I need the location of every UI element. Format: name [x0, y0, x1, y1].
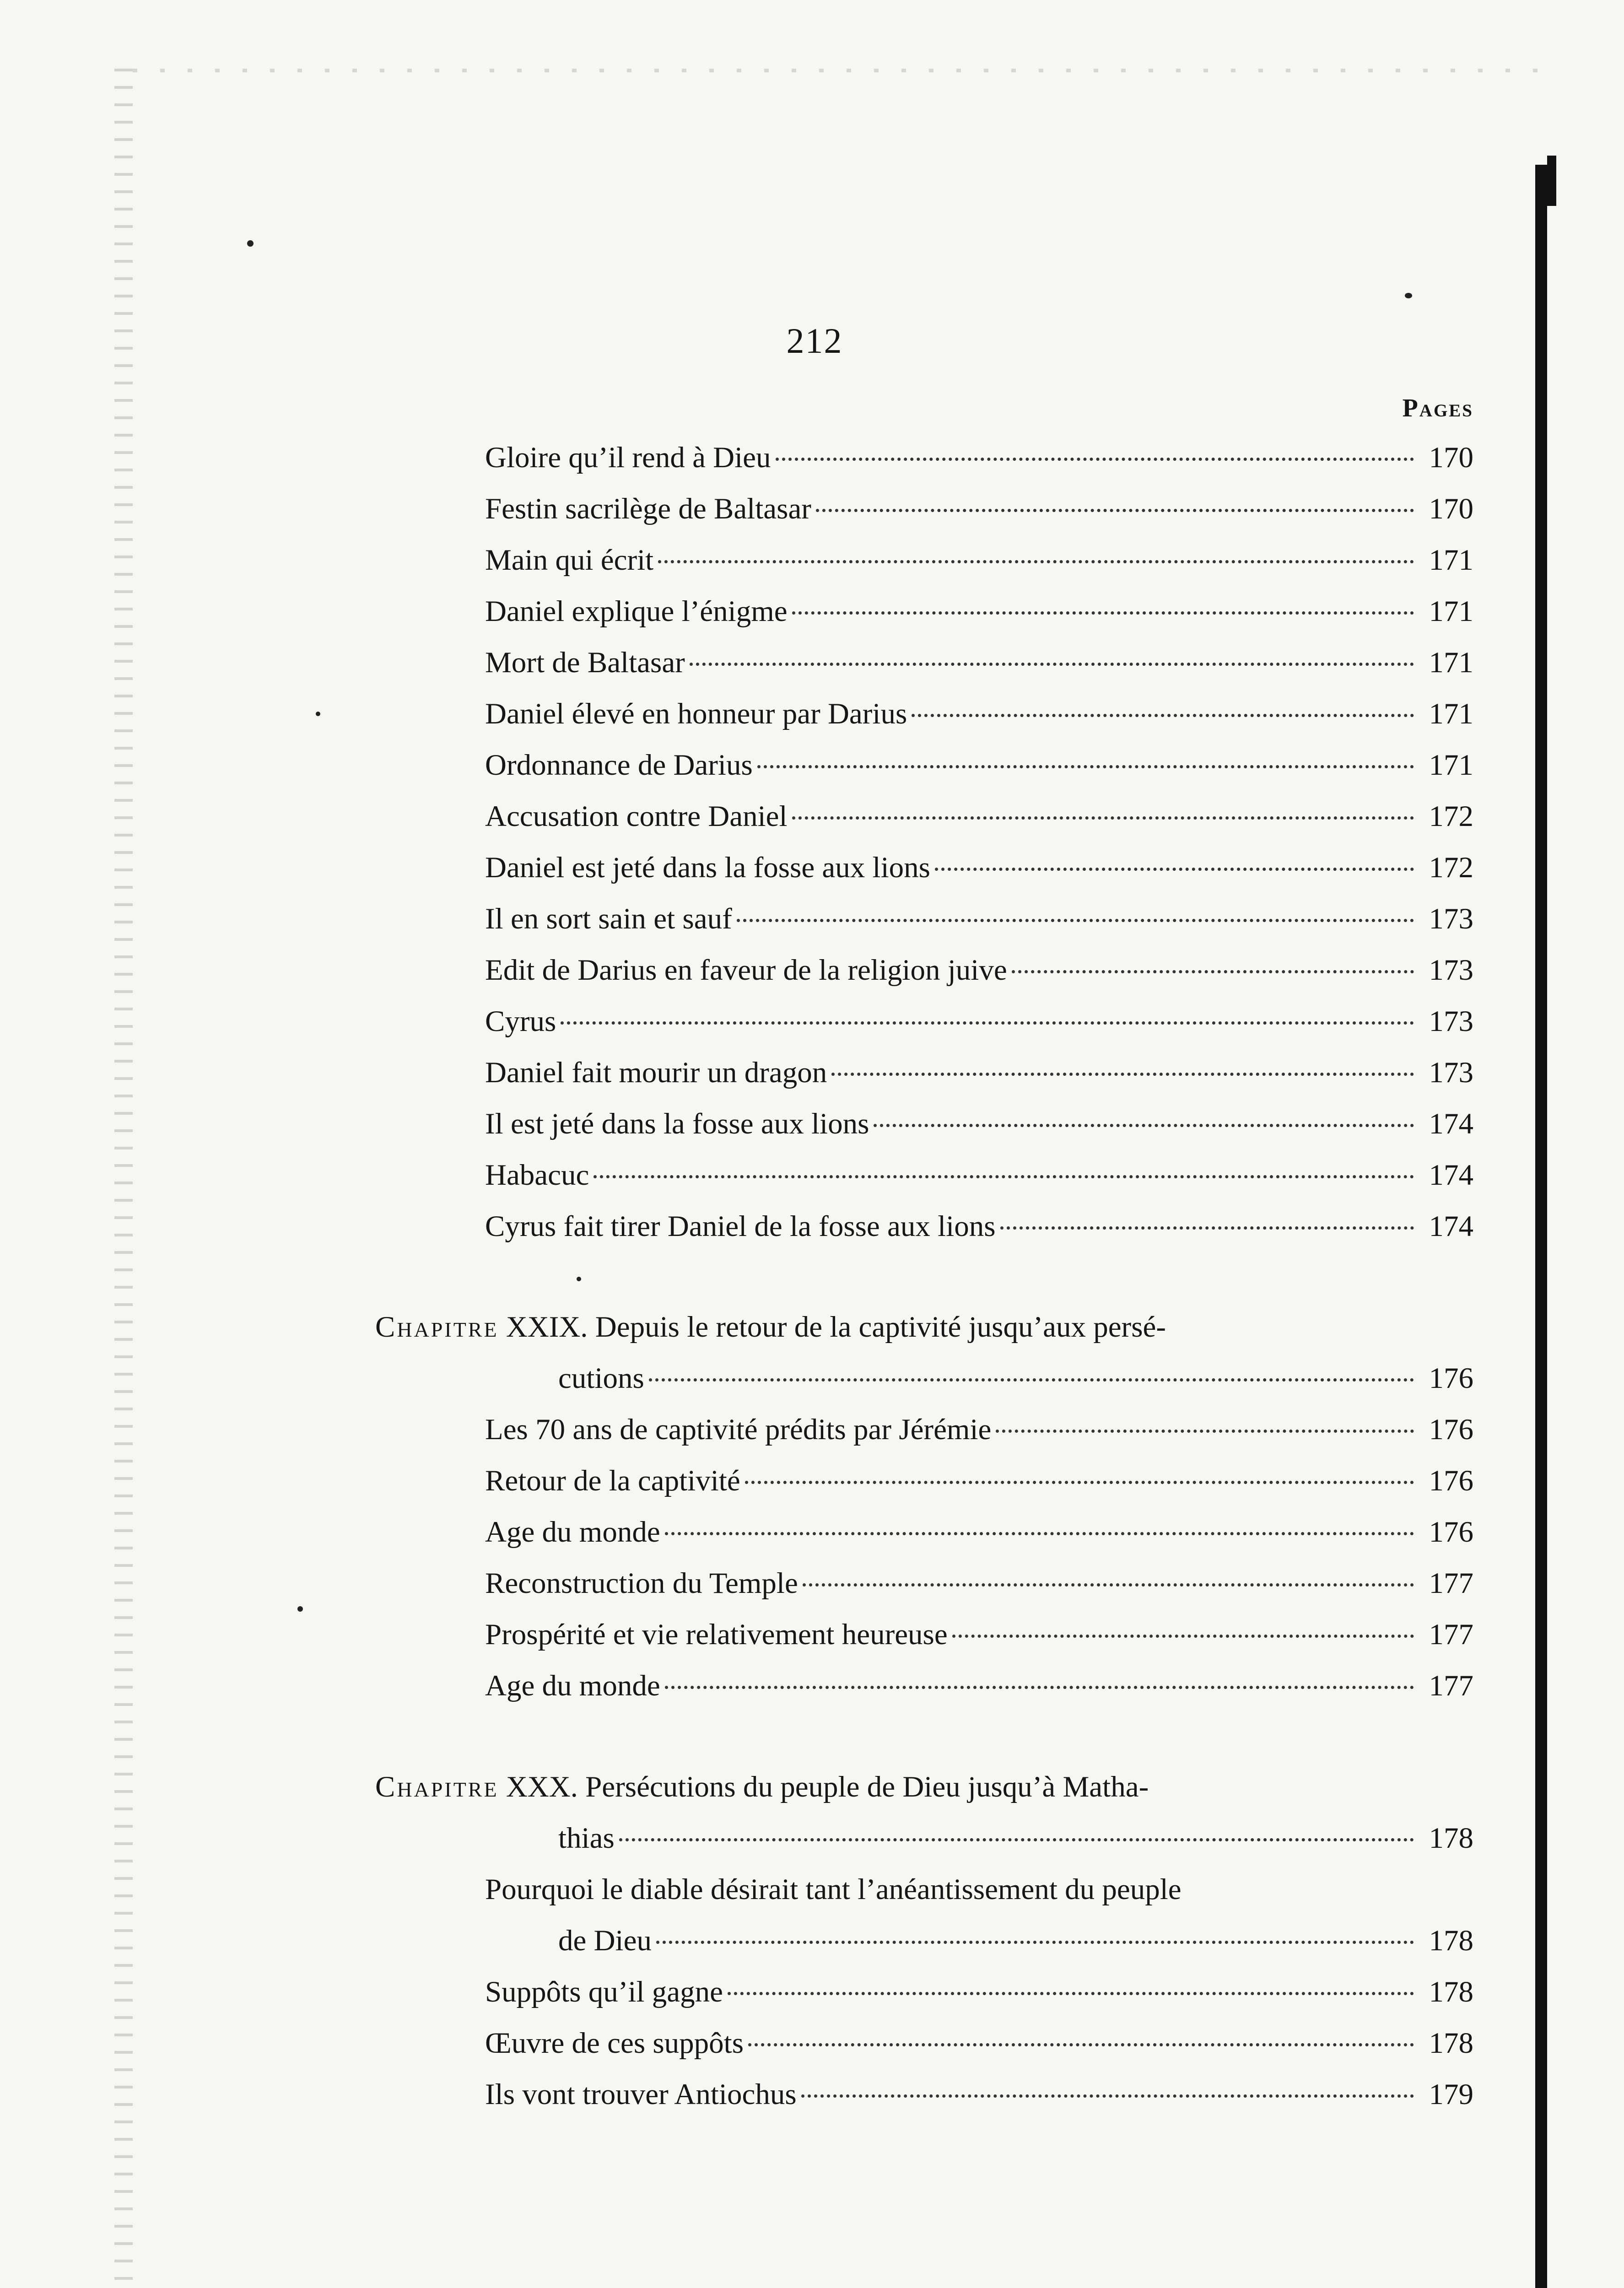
toc-entry-page: 171 — [1429, 544, 1473, 577]
dot-leader — [649, 1378, 1414, 1381]
dot-leader — [757, 765, 1414, 768]
toc-entry-page: 178 — [1429, 2027, 1473, 2060]
toc-entry — [485, 691, 1473, 737]
dot-leader — [748, 2043, 1414, 2046]
toc-entry-page: 177 — [1429, 1618, 1473, 1651]
dot-leader — [831, 1073, 1414, 1076]
toc-entry — [485, 2020, 1473, 2066]
chapter-page: 176 — [1429, 1362, 1473, 1395]
chapter-page: 178 — [1429, 1822, 1473, 1855]
toc-entry — [485, 1458, 1473, 1504]
toc-entry — [485, 2072, 1473, 2117]
toc-entry-label: Prospérité et vie relativement heureuse — [485, 1618, 948, 1651]
dot-leader — [996, 1430, 1414, 1433]
toc-entry — [485, 896, 1473, 942]
toc-entry-label: Ordonnance de Darius — [485, 749, 753, 782]
toc-entry-page: 173 — [1429, 954, 1473, 987]
chapter-title-line2: cutions — [558, 1362, 644, 1395]
toc-entry — [485, 1203, 1473, 1249]
toc-entry — [485, 1663, 1473, 1709]
toc-entry-page: 172 — [1429, 851, 1473, 884]
toc-entry — [485, 1407, 1473, 1452]
toc-entry-label: Festin sacrilège de Baltasar — [485, 492, 811, 525]
toc-entry-label: Suppôts qu’il gagne — [485, 1975, 723, 2008]
chapter-heading — [375, 1764, 1149, 1810]
toc-entry-label: Mort de Baltasar — [485, 646, 685, 679]
toc-entry-page: 174 — [1429, 1210, 1473, 1243]
toc-entry — [485, 537, 1473, 583]
toc-entry-page: 171 — [1429, 646, 1473, 679]
toc-entry — [485, 1101, 1473, 1147]
toc-entry-page: 178 — [1429, 1975, 1473, 2008]
toc-entry-label: Gloire qu’il rend à Dieu — [485, 441, 771, 474]
dot-leader — [665, 1532, 1414, 1535]
toc-entry — [558, 1918, 1473, 1964]
toc-entry — [485, 1560, 1473, 1606]
dust-speck — [577, 1277, 581, 1281]
toc-entry-label: de Dieu — [558, 1924, 652, 1957]
toc-entry-label: Il en sort sain et sauf — [485, 902, 732, 935]
toc-entry — [485, 845, 1473, 890]
dot-leader — [593, 1175, 1414, 1178]
toc-entry-page: 173 — [1429, 1056, 1473, 1089]
toc-entry-label: Retour de la captivité — [485, 1464, 740, 1497]
dot-leader — [658, 560, 1414, 563]
dot-leader — [728, 1992, 1414, 1995]
dust-speck — [316, 712, 320, 716]
toc-entry-label: Habacuc — [485, 1159, 589, 1192]
toc-entry-page: 177 — [1429, 1567, 1473, 1600]
dust-speck — [297, 1606, 303, 1612]
chapter-word: Chapitre — [375, 1311, 499, 1344]
chapter-title-continuation — [558, 1355, 1473, 1401]
dust-speck — [1405, 293, 1412, 298]
scan-binding-shadow — [1547, 156, 1556, 206]
toc-entry — [485, 742, 1473, 788]
toc-entry — [485, 1050, 1473, 1095]
toc-entry-page: 171 — [1429, 749, 1473, 782]
chapter-word: Chapitre — [375, 1770, 499, 1803]
dust-speck — [247, 240, 254, 247]
toc-entry-page: 176 — [1429, 1413, 1473, 1446]
toc-entry-page: 173 — [1429, 902, 1473, 935]
toc-entry-page: 174 — [1429, 1107, 1473, 1140]
dot-leader — [801, 2094, 1414, 2098]
toc-entry-label: Ils vont trouver Antiochus — [485, 2078, 797, 2111]
toc-entry-label: Il est jeté dans la fosse aux lions — [485, 1107, 869, 1140]
toc-entry — [485, 435, 1473, 480]
toc-entry — [485, 947, 1473, 993]
toc-entry — [485, 588, 1473, 634]
dot-leader — [1012, 970, 1414, 973]
dot-leader — [952, 1635, 1414, 1638]
toc-entry — [485, 793, 1473, 839]
dot-leader — [874, 1124, 1414, 1127]
toc-entry-label: Œuvre de ces suppôts — [485, 2027, 744, 2060]
toc-entry-page: 176 — [1429, 1464, 1473, 1497]
dot-leader — [619, 1838, 1414, 1841]
toc-entry-page: 177 — [1429, 1669, 1473, 1702]
chapter-title-line2: thias — [558, 1822, 615, 1855]
toc-entry — [485, 1969, 1473, 2015]
dot-leader — [665, 1686, 1414, 1689]
toc-entry-page: 173 — [1429, 1005, 1473, 1038]
dot-leader — [1000, 1226, 1414, 1230]
toc-entry-label: Age du monde — [485, 1516, 660, 1549]
dot-leader — [737, 919, 1414, 922]
toc-entry-label: Les 70 ans de captivité prédits par Jérémie — [485, 1413, 992, 1446]
page-number: 212 — [786, 321, 843, 361]
dot-leader — [792, 816, 1414, 820]
toc-entry — [485, 486, 1473, 532]
toc-entry-label: Daniel est jeté dans la fosse aux lions — [485, 851, 930, 884]
scan-edge-artifact — [133, 69, 1551, 72]
dot-leader — [776, 458, 1414, 461]
toc-entry-label: Daniel élevé en honneur par Darius — [485, 697, 907, 730]
toc-entry — [485, 1509, 1473, 1555]
toc-entry — [485, 998, 1473, 1044]
toc-entry-first-line: Pourquoi le diable désirait tant l’anéantissement du peuple — [485, 1873, 1182, 1906]
dot-leader — [656, 1941, 1414, 1944]
toc-entry-page: 178 — [1429, 1924, 1473, 1957]
toc-entry-label: Age du monde — [485, 1669, 660, 1702]
dot-leader — [912, 714, 1414, 717]
dot-leader — [745, 1481, 1414, 1484]
toc-entry-label: Accusation contre Daniel — [485, 800, 788, 833]
dot-leader — [935, 868, 1414, 871]
toc-entry-label: Cyrus fait tirer Daniel de la fosse aux lions — [485, 1210, 996, 1243]
dot-leader — [792, 611, 1414, 615]
dot-leader — [816, 509, 1414, 512]
scan-edge-artifact — [114, 69, 133, 2288]
toc-entry-page: 172 — [1429, 800, 1473, 833]
toc-entry-page: 176 — [1429, 1516, 1473, 1549]
chapter-title: XXX. Persécutions du peuple de Dieu jusqu’à Matha- — [506, 1770, 1149, 1803]
scan-binding-shadow — [1535, 165, 1547, 2288]
toc-entry — [485, 1152, 1473, 1198]
toc-entry-page: 179 — [1429, 2078, 1473, 2111]
toc-entry-label: Daniel fait mourir un dragon — [485, 1056, 827, 1089]
dot-leader — [803, 1583, 1414, 1586]
dot-leader — [561, 1021, 1414, 1025]
dot-leader — [690, 663, 1414, 666]
toc-entry-label: Reconstruction du Temple — [485, 1567, 798, 1600]
toc-entry — [485, 1612, 1473, 1657]
chapter-heading — [375, 1304, 1166, 1350]
toc-entry-label: Edit de Darius en faveur de la religion juive — [485, 954, 1007, 987]
pages-column-header: Pages — [1402, 394, 1473, 422]
chapter-title: XXIX. Depuis le retour de la captivité jusqu’aux persé- — [506, 1311, 1166, 1344]
toc-entry-page: 170 — [1429, 441, 1473, 474]
toc-entry-page: 174 — [1429, 1159, 1473, 1192]
toc-entry-label: Main qui écrit — [485, 544, 654, 577]
toc-entry-page: 171 — [1429, 595, 1473, 628]
toc-entry-page: 170 — [1429, 492, 1473, 525]
toc-entry-page: 171 — [1429, 697, 1473, 730]
toc-entry-label: Cyrus — [485, 1005, 556, 1038]
toc-entry-label: Daniel explique l’énigme — [485, 595, 788, 628]
chapter-title-continuation — [558, 1815, 1473, 1861]
toc-entry — [485, 640, 1473, 685]
